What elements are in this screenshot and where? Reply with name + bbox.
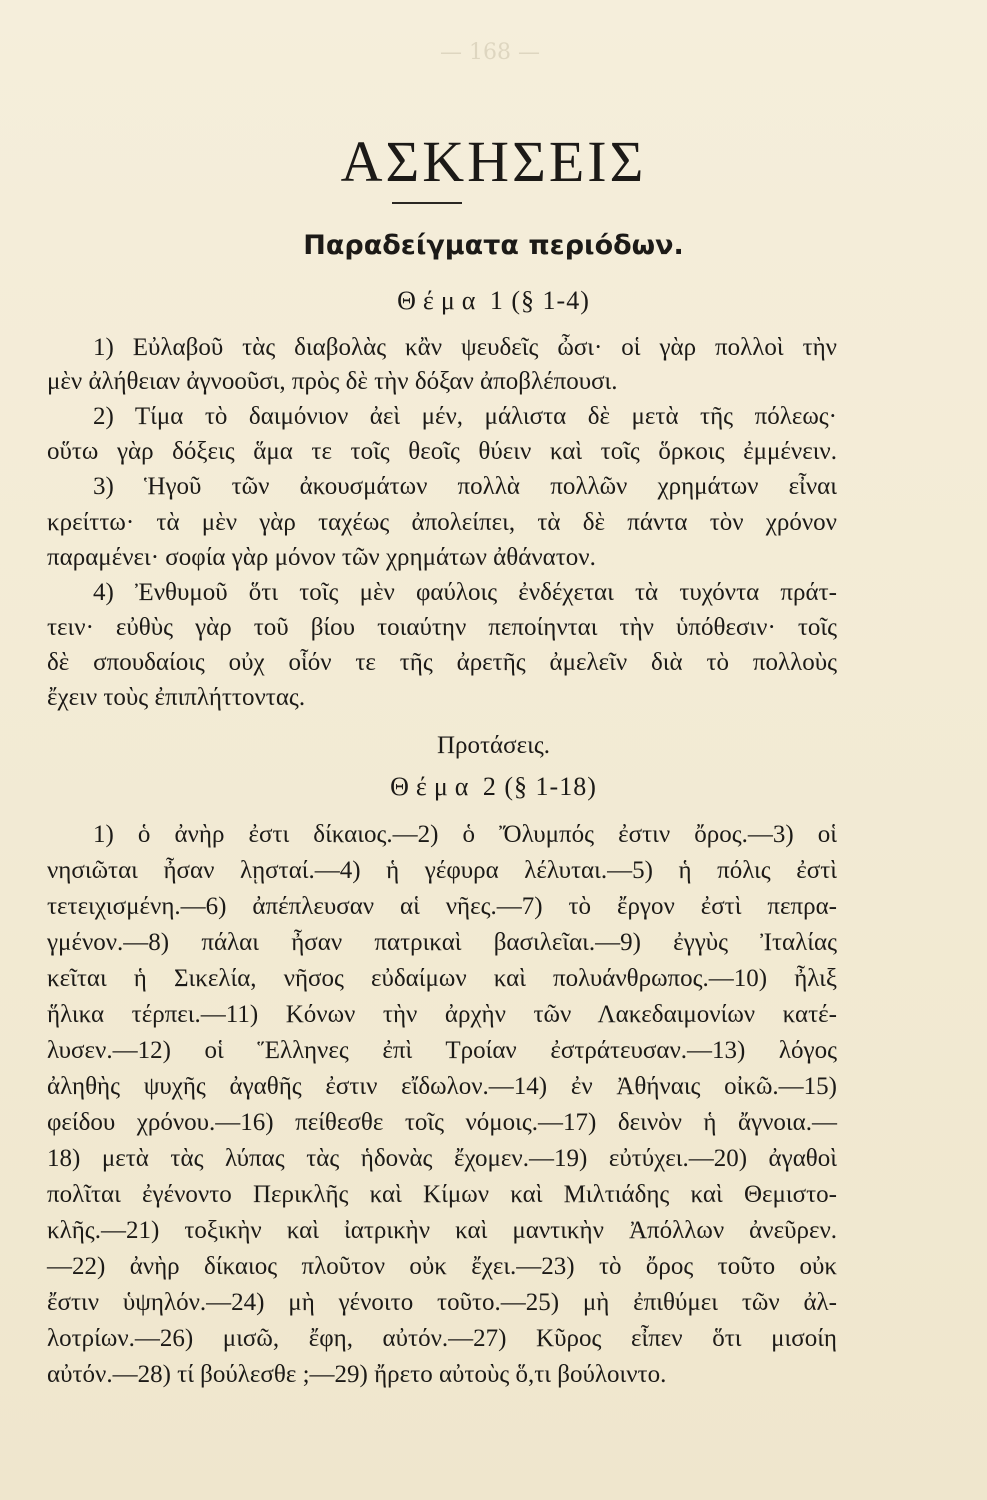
theme-reference: 1 (§ 1-4): [489, 286, 590, 315]
text-line: δὲ σπουδαίοις οὐχ οἷόν τε τῆς ἀρετῆς ἀμελεῖν διὰ τὸ πολλοὺς: [47, 649, 837, 676]
text-line: 4) Ἐνθυμοῦ ὅτι τοῖς μὲν φαύλοις ἐνδέχεται τὰ τυχόντα πράτ-: [93, 579, 837, 606]
text-line: —22) ἀνὴρ δίκαιος πλοῦτον οὐκ ἔχει.—23) τὸ ὄρος τοῦτο οὐκ: [47, 1253, 837, 1280]
text-line: λοτρίων.—26) μισῶ, ἔφη, αὐτόν.—27) Κῦρος εἶπεν ὅτι μισοίη: [47, 1325, 837, 1352]
text-line: ἔστιν ὑψηλόν.—24) μὴ γένοιτο τοῦτο.—25) μὴ ἐπιθύμει τῶν ἀλ-: [47, 1289, 837, 1316]
theme-reference: 2 (§ 1-18): [482, 772, 597, 801]
text-line: μὲν ἀλήθειαν ἀγνοοῦσι, πρὸς δὲ τὴν δόξαν ἀποβλέπουσι.: [47, 368, 618, 395]
text-line: φείδου χρόνου.—16) πείθεσθε τοῖς νόμοις.—17) δεινὸν ἡ ἄγνοια.—: [47, 1109, 837, 1136]
text-line: κρείττω· τὰ μὲν γὰρ ταχέως ἀπολείπει, τὰ δὲ πάντα τὸν χρόνον: [47, 509, 837, 536]
text-line: νησιῶται ἦσαν λῃσταί.—4) ἡ γέφυρα λέλυται.—5) ἡ πόλις ἐστὶ: [47, 857, 837, 884]
theme-word: Θέμα: [397, 286, 483, 315]
text-line: 2) Τίμα τὸ δαιμόνιον ἀεὶ μέν, μάλιστα δὲ μετὰ τῆς πόλεως·: [93, 403, 837, 430]
text-line: 1) ὁ ἀνὴρ ἐστι δίκαιος.—2) ὁ Ὄλυμπός ἐστιν ὄρος.—3) οἱ: [93, 821, 837, 848]
text-line: ἀληθὴς ψυχῆς ἀγαθῆς ἐστιν εἴδωλον.—14) ἐν Ἀθήναις οἰκῶ.—15): [47, 1073, 837, 1100]
page-number: — 168 —: [440, 40, 540, 65]
text-line: 1) Εὐλαβοῦ τὰς διαβολὰς κἂν ψευδεῖς ὦσι· οἱ γὰρ πολλοὶ τὴν: [93, 334, 837, 361]
text-line: τετειχισμένη.—6) ἀπέπλευσαν αἱ νῆες.—7) τὸ ἔργον ἐστὶ πεπρα-: [47, 893, 837, 920]
text-line: αὐτόν.—28) τί βούλεσθε ;—29) ἤρετο αὐτοὺς ὅ,τι βούλοιντο.: [47, 1361, 667, 1388]
section-heading-propositions: Προτάσεις.: [436, 732, 551, 759]
text-line: κλῆς.—21) τοξικὴν καὶ ἰατρικὴν καὶ μαντικὴν Ἀπόλλων ἀνεῦρεν.: [47, 1217, 837, 1244]
theme-heading-2: [0, 772, 987, 802]
text-line: κεῖται ἡ Σικελία, νῆσος εὐδαίμων καὶ πολυάνθρωπος.—10) ἦλιξ: [47, 965, 837, 992]
text-line: 3) Ἡγοῦ τῶν ἀκουσμάτων πολλὰ πολλῶν χρημάτων εἶναι: [93, 473, 837, 500]
theme-heading-1: [0, 286, 987, 316]
theme-word: Θέμα: [390, 772, 476, 801]
text-line: 18) μετὰ τὰς λύπας τὰς ἡδονὰς ἔχομεν.—19) εὐτύχει.—20) ἀγαθοὶ: [47, 1145, 837, 1172]
text-line: παραμένει· σοφία γὰρ μόνον τῶν χρημάτων ἀθάνατον.: [47, 544, 596, 571]
text-line: ἔχειν τοὺς ἐπιπλήττοντας.: [47, 684, 306, 711]
text-line: λυσεν.—12) οἱ Ἕλληνες ἐπὶ Τροίαν ἐστράτευσαν.—13) λόγος: [47, 1037, 837, 1064]
text-line: ἥλικα τέρπει.—11) Κόνων τὴν ἀρχὴν τῶν Λακεδαιμονίων κατέ-: [47, 1001, 837, 1028]
text-line: γμένον.—8) πάλαι ἦσαν πατρικαὶ βασιλεῖαι.—9) ἐγγὺς Ἰταλίας: [47, 929, 837, 956]
text-line: τειν· εὐθὺς γὰρ τοῦ βίου τοιαύτην πεποίηνται τὴν ὑπόθεσιν· τοῖς: [47, 614, 837, 641]
text-line: οὕτω γὰρ δόξεις ἅμα τε τοῖς θεοῖς θύειν καὶ τοῖς ὅρκοις ἐμμένειν.: [47, 438, 837, 465]
title-divider: [392, 202, 462, 204]
text-line: πολῖται ἐγένοντο Περικλῆς καὶ Κίμων καὶ Μιλτιάδης καὶ Θεμιστο-: [47, 1181, 837, 1208]
section-heading-examples: Παραδείγματα περιόδων.: [303, 230, 684, 261]
page-title: ΑΣΚΗΣΕΙΣ: [340, 129, 647, 194]
